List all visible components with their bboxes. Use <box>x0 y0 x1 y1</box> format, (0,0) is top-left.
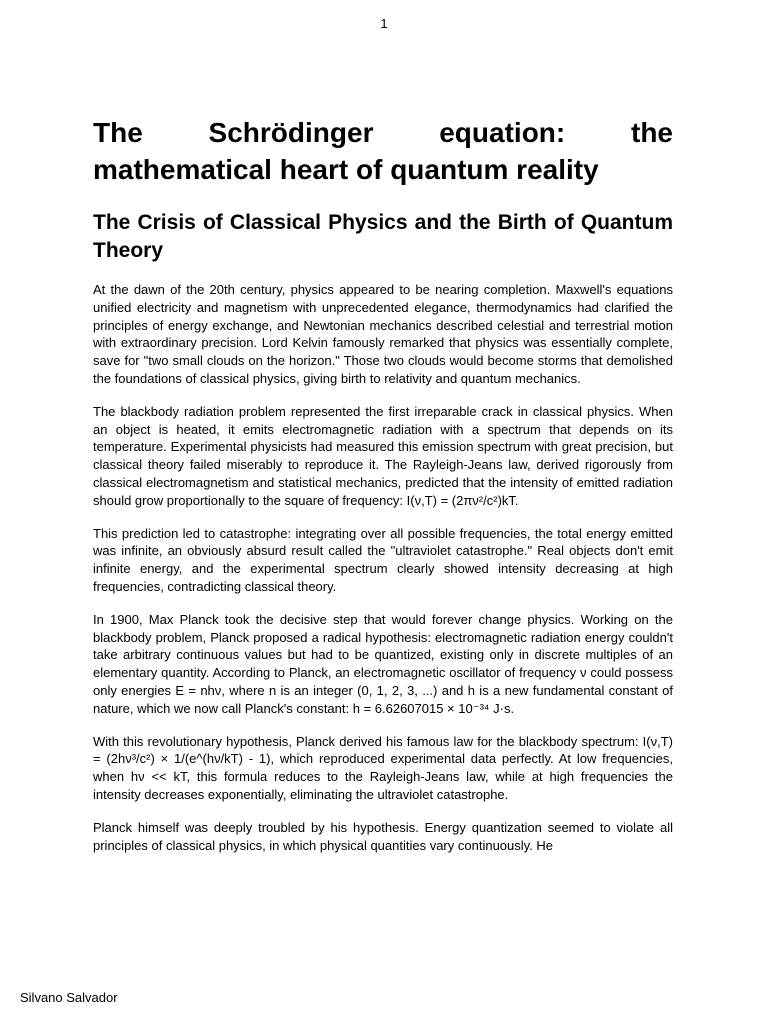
document-body <box>93 114 673 854</box>
paragraph-1: At the dawn of the 20th century, physics appeared to be nearing completion. Maxwell's equations unified electricity and magnetism with unprecedented elegance, thermodynamics had clarified the principles of energy exchange, and Newtonian mechanics described celestial and terrestrial motion with extraordinary precision. Lord Kelvin famously remarked that physics was essentially complete, save for "two small clouds on the horizon." Those two clouds would become storms that demolished the foundations of classical physics, giving birth to relativity and quantum mechanics. <box>93 282 673 386</box>
paragraph-2: The blackbody radiation problem represented the first irreparable crack in classical physics. When an object is heated, it emits electromagnetic radiation with a spectrum that depends on its temperature. Experimental physicists had measured this emission spectrum with great precision, but classical theory failed miserably to reproduce it. The Rayleigh-Jeans law, derived rigorously from classical electromagnetism and statistical mechanics, predicted that the intensity of emitted radiation should grow proportionally to the square of frequency: I(ν,T) = (2πν²/c²)kT. <box>93 403 673 508</box>
footer-author: Silvano Salvador <box>20 990 118 1005</box>
paragraph-3: This prediction led to catastrophe: integrating over all possible frequencies, the total energy emitted was infinite, an obviously absurd result called the "ultraviolet catastrophe." Real objects don't emit infinite energy, and the experimental spectrum clearly showed intensity decreasing at high frequencies, contradicting classical theory. <box>93 525 673 594</box>
paragraph-6: Planck himself was deeply troubled by his hypothesis. Energy quantization seemed to violate all principles of classical physics, in which physical quantities vary continuously. He <box>93 819 673 853</box>
page-number: 1 <box>380 16 388 31</box>
paragraph-4: In 1900, Max Planck took the decisive step that would forever change physics. Working on the blackbody problem, Planck proposed a radical hypothesis: electromagnetic radiation energy couldn't take arbitrary continuous values but had to be quantized, existing only in discrete multiples of an elementary quantity. According to Planck, an electromagnetic oscillator of frequency ν could possess only energies E = nhν, where n is an integer (0, 1, 2, 3, ...) and h is a new fundamental constant of nature, which we now call Planck's constant: h = 6.62607015 × 10⁻³⁴ J·s. <box>93 611 673 716</box>
document-title: The Schrödinger equation: the mathematical heart of quantum reality <box>93 117 673 185</box>
paragraph-5: With this revolutionary hypothesis, Planck derived his famous law for the blackbody spectrum: I(ν,T) = (2hν³/c²) × 1/(e^(hν/kT) - 1), which reproduced experimental data perfectly. At low frequencies, when hν << kT, this formula reduces to the Rayleigh-Jeans law, while at high frequencies the intensity decreases exponentially, eliminating the ultraviolet catastrophe. <box>93 733 673 802</box>
section-heading: The Crisis of Classical Physics and the Birth of Quantum Theory <box>93 211 673 262</box>
